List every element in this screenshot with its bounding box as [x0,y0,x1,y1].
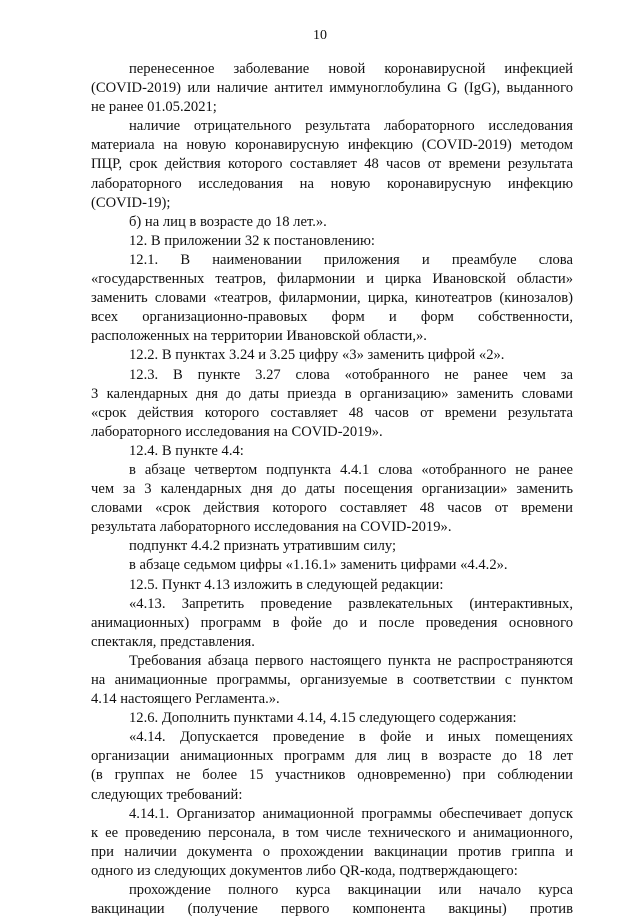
text-line: 12.4. В пункте 4.4: [129,442,244,459]
text-line: к ее проведению персонала, в том числе технического и анимационного, [91,824,573,841]
text-line: 12.5. Пункт 4.13 изложить в следующей редакции: [129,576,444,593]
text-line: в абзаце седьмом цифры «1.16.1» заменить цифрами «4.4.2». [129,557,508,574]
text-line: «государственных театров, филармонии и цирка Ивановской области» [91,271,573,288]
text-line: 12.1. В наименовании приложения и преамбуле слова [129,251,573,268]
text-line: материала на новую коронавирусную инфекцию (COVID-2019) методом [91,137,573,154]
text-line: не ранее 01.05.2021; [91,99,217,116]
text-line: на анимационные программы, организуемые в соответствии с пунктом [91,672,573,688]
text-line: 3 календарных дня до даты приезда в организацию» заменить словами [91,385,573,402]
document-body [91,60,573,919]
text-line: «4.13. Запретить проведение развлекательных (интерактивных, [129,595,573,612]
text-line: всех организационно-правовых форм и форм собственности, [91,309,573,326]
text-line: организации анимационных программ для лиц в возрасте до 18 лет [91,748,573,765]
text-line: в абзаце четвертом подпункта 4.4.1 слова «отобранного не ранее [129,461,573,478]
text-line: б) на лиц в возрасте до 18 лет.». [129,213,327,230]
text-line: словами «срок действия которого составляет 48 часов от времени [91,500,573,517]
text-line: Требования абзаца первого настоящего пункта не распространяются [129,652,573,669]
text-line: вакцинации (получение первого компонента вакцины) против [91,901,573,918]
text-line: 12.6. Дополнить пунктами 4.14, 4.15 следующего содержания: [129,710,517,727]
text-line: спектакля, представления. [91,633,255,650]
text-line: (в группах не более 15 участников одновременно) при соблюдении [91,767,573,784]
text-line: заменить словами «театров, филармонии, цирка, кинотеатров (кинозалов) [91,290,573,307]
text-line: лабораторного исследования на новую коронавирусную инфекцию [91,175,573,192]
text-line: «4.14. Допускается проведение в фойе и иных помещениях [129,729,573,746]
page-number: 10 [313,28,327,43]
text-line: (COVID-19); [91,194,171,211]
text-line: 4.14 настоящего Регламента.». [91,691,280,708]
text-line: расположенных на территории Ивановской области,». [91,328,427,345]
text-line: одного из следующих документов либо QR-кода, подтверждающего: [91,862,518,879]
text-line: результата лабораторного исследования на COVID-2019». [91,519,452,536]
text-line: следующих требований: [91,786,243,803]
text-line: лабораторного исследования на COVID-2019». [91,423,383,440]
text-line: при наличии документа о прохождении вакцинации против гриппа и [91,843,573,860]
text-line: чем за 3 календарных дня до даты посещения организации» заменить [91,481,573,498]
text-line: перенесенное заболевание новой коронавирусной инфекцией [129,61,573,77]
text-line: 12.3. В пункте 3.27 слова «отобранного не ранее чем за [129,366,573,383]
text-line: «срок действия которого составляет 48 часов от времени результата [91,404,573,421]
text-line: прохождение полного курса вакцинации или начало курса [129,882,573,899]
text-line: ПЦР, срок действия которого составляет 48 часов от времени результата [91,156,573,173]
text-line: наличие отрицательного результата лабораторного исследования [129,118,573,135]
text-line: анимационных) программ в фойе до и после проведения основного [91,614,573,631]
text-line: (COVID-2019) или наличие антител иммуноглобулина G (IgG), выданного [91,80,573,97]
text-line: 12.2. В пунктах 3.24 и 3.25 цифру «3» заменить цифрой «2». [129,347,505,364]
text-line: подпункт 4.4.2 признать утратившим силу; [129,538,397,555]
text-line: 12. В приложении 32 к постановлению: [129,232,375,249]
text-line: 4.14.1. Организатор анимационной программы обеспечивает допуск [129,805,573,822]
